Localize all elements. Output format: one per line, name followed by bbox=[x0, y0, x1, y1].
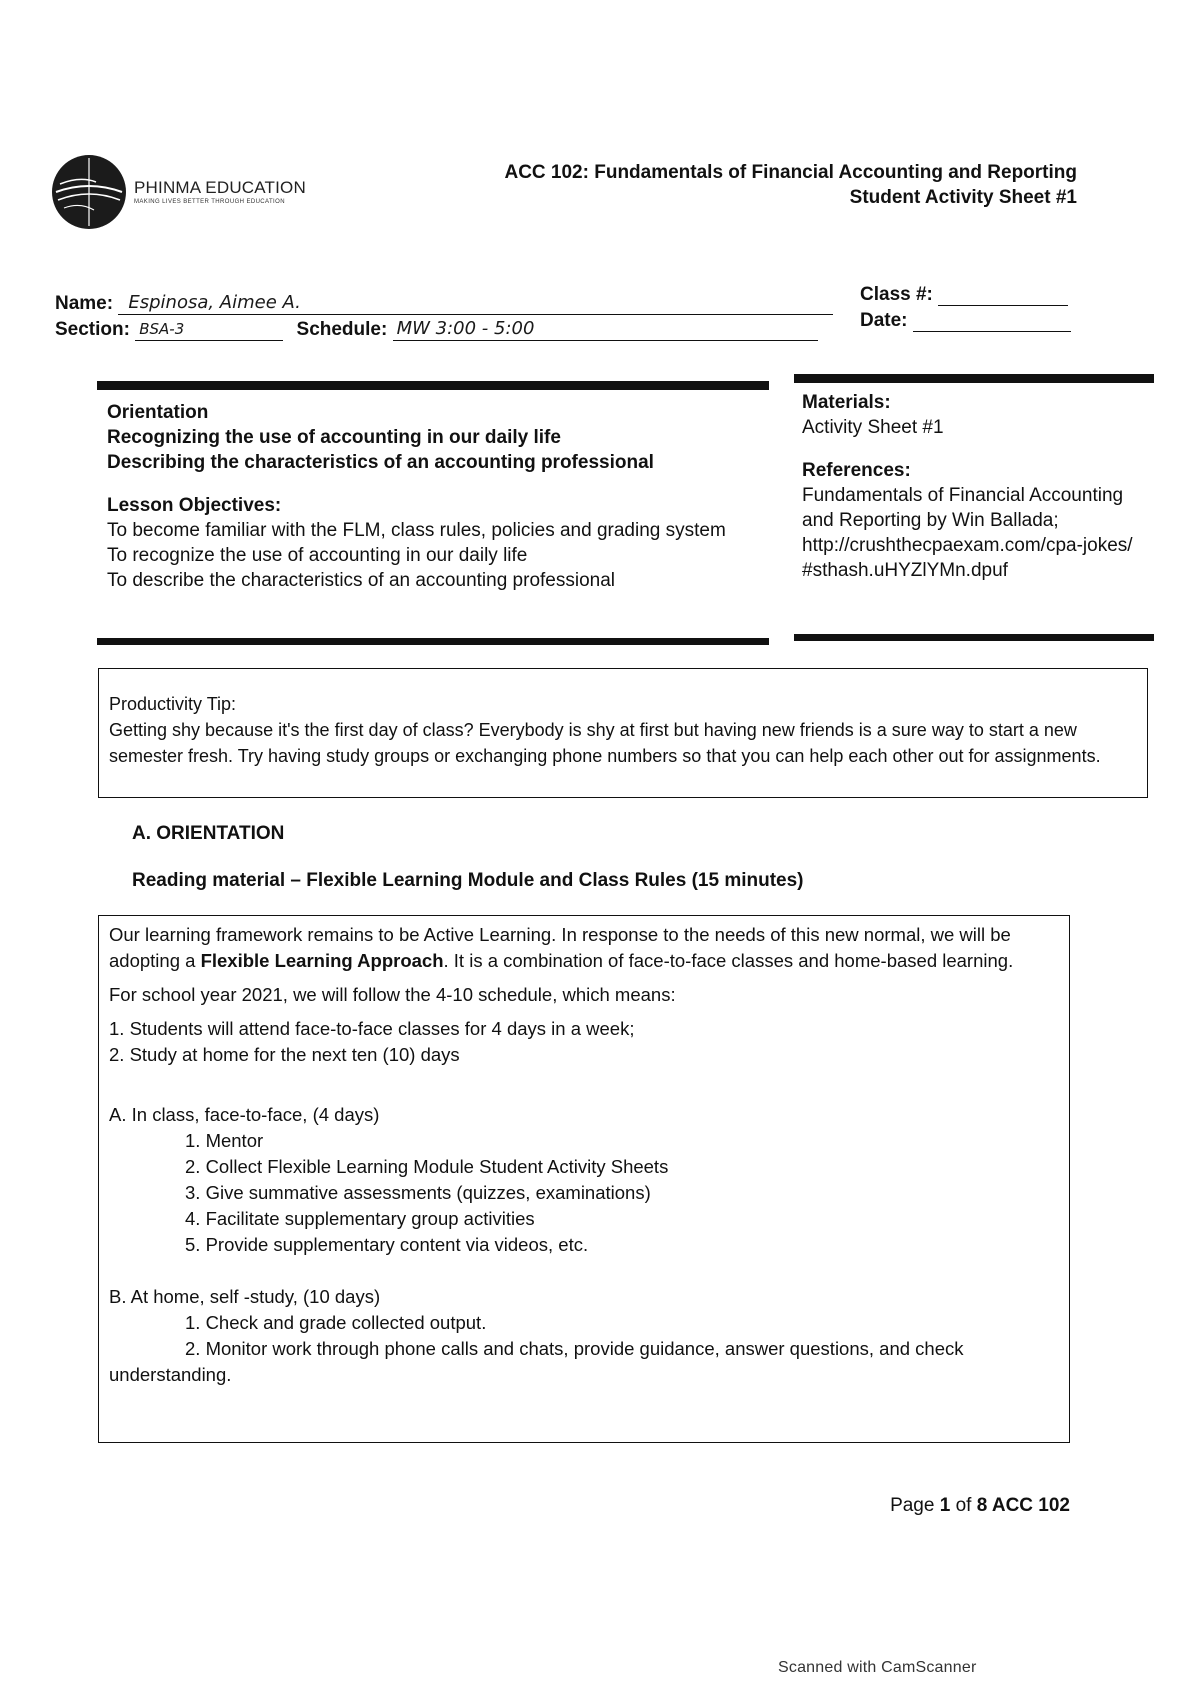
section-label: Section: bbox=[55, 319, 130, 340]
in-class-item: 2. Collect Flexible Learning Module Student Activity Sheets bbox=[185, 1156, 669, 1177]
at-home-item: 1. Check and grade collected output. bbox=[185, 1312, 487, 1333]
reading-intro-text: Our learning framework remains to be Active Learning. In response to the needs of this new normal, we will be adopting a bbox=[109, 924, 1011, 971]
orientation-panel bbox=[107, 400, 767, 593]
schedule-value: MW 3:00 - 5:00 bbox=[396, 318, 535, 339]
at-home-item: 2. Monitor work through phone calls and chats, provide guidance, answer questions, and check understanding. bbox=[109, 1338, 964, 1385]
section-value: BSA-3 bbox=[139, 320, 185, 338]
tip-title: Productivity Tip: bbox=[109, 694, 237, 714]
in-class-item: 4. Facilitate supplementary group activities bbox=[185, 1208, 535, 1229]
sheet-title: Student Activity Sheet #1 bbox=[849, 187, 1077, 208]
tip-text: Getting shy because it's the first day of class? Everybody is shy at first but having new friends is a sure way to start a new semester fresh. Try having study groups or exchanging phone numbers so that you can help each other out for assignments. bbox=[109, 720, 1101, 766]
productivity-tip-box bbox=[98, 668, 1148, 798]
logo bbox=[50, 152, 340, 234]
logo-tagline: MAKING LIVES BETTER THROUGH EDUCATION bbox=[134, 199, 285, 205]
reference-item: Fundamentals of Financial Accounting and Reporting by Win Ballada; bbox=[802, 485, 1124, 531]
section-row bbox=[55, 318, 818, 341]
references-title: References: bbox=[802, 460, 911, 481]
date-label: Date: bbox=[860, 310, 908, 331]
divider-bottom-left bbox=[97, 638, 769, 645]
reading-intro-bold: Flexible Learning Approach bbox=[200, 950, 444, 971]
document-title bbox=[504, 160, 1077, 210]
date-row bbox=[860, 310, 1071, 332]
orientation-title: Orientation bbox=[107, 402, 209, 423]
objective-item: To become familiar with the FLM, class rules, policies and grading system bbox=[107, 520, 726, 541]
divider-top-right bbox=[794, 374, 1154, 383]
class-field[interactable] bbox=[938, 287, 1068, 306]
page-prefix: Page bbox=[890, 1495, 940, 1516]
at-home-title: B. At home, self -study, (10 days) bbox=[109, 1286, 381, 1307]
divider-bottom-right bbox=[794, 634, 1154, 641]
orientation-line-2: Describing the characteristics of an accounting professional bbox=[107, 452, 654, 473]
schedule-line: For school year 2021, we will follow the 4-10 schedule, which means: bbox=[109, 984, 676, 1005]
objectives-title: Lesson Objectives: bbox=[107, 495, 282, 516]
page-footer bbox=[890, 1495, 1070, 1517]
reading-title: Reading material – Flexible Learning Module and Class Rules (15 minutes) bbox=[132, 870, 804, 891]
name-field[interactable] bbox=[118, 292, 833, 315]
objective-item: To recognize the use of accounting in our daily life bbox=[107, 545, 528, 566]
reading-box bbox=[98, 915, 1070, 1443]
name-label: Name: bbox=[55, 293, 114, 314]
divider-top-left bbox=[97, 381, 769, 390]
page-number: 1 bbox=[939, 1495, 951, 1516]
phinma-logo-icon bbox=[50, 152, 128, 232]
name-value: Espinosa, Aimee A. bbox=[128, 292, 301, 313]
materials-panel bbox=[802, 390, 1142, 583]
point-item: 2. Study at home for the next ten (10) days bbox=[109, 1044, 460, 1065]
objective-item: To describe the characteristics of an accounting professional bbox=[107, 570, 615, 591]
reference-item: http://crushthecpaexam.com/cpa-jokes/#sthash.uHYZlYMn.dpuf bbox=[802, 535, 1133, 581]
schedule-field[interactable] bbox=[393, 318, 818, 341]
point-item: 1. Students will attend face-to-face classes for 4 days in a week; bbox=[109, 1018, 635, 1039]
logo-text: PHINMA EDUCATION bbox=[134, 178, 306, 197]
page-total: 8 bbox=[976, 1495, 988, 1516]
in-class-item: 1. Mentor bbox=[185, 1130, 264, 1151]
schedule-label: Schedule: bbox=[296, 319, 388, 340]
reading-intro bbox=[109, 922, 1059, 974]
in-class-item: 3. Give summative assessments (quizzes, examinations) bbox=[185, 1182, 651, 1203]
in-class-item: 5. Provide supplementary content via videos, etc. bbox=[185, 1234, 589, 1255]
page-of: of bbox=[950, 1495, 977, 1516]
date-field[interactable] bbox=[913, 313, 1071, 332]
materials-item: Activity Sheet #1 bbox=[802, 417, 944, 438]
in-class-title: A. In class, face-to-face, (4 days) bbox=[109, 1104, 380, 1125]
section-a-heading: A. ORIENTATION bbox=[132, 823, 285, 844]
course-title: ACC 102: Fundamentals of Financial Accounting and Reporting bbox=[504, 162, 1077, 183]
section-field[interactable] bbox=[135, 318, 283, 341]
name-row bbox=[55, 292, 833, 315]
scanner-watermark: Scanned with CamScanner bbox=[778, 1659, 977, 1676]
reading-intro-text-2: . It is a combination of face-to-face classes and home-based learning. bbox=[443, 950, 1014, 971]
class-label: Class #: bbox=[860, 284, 933, 305]
footer-course: ACC 102 bbox=[987, 1495, 1070, 1516]
materials-title: Materials: bbox=[802, 392, 891, 413]
orientation-line-1: Recognizing the use of accounting in our daily life bbox=[107, 427, 561, 448]
class-row bbox=[860, 284, 1068, 306]
